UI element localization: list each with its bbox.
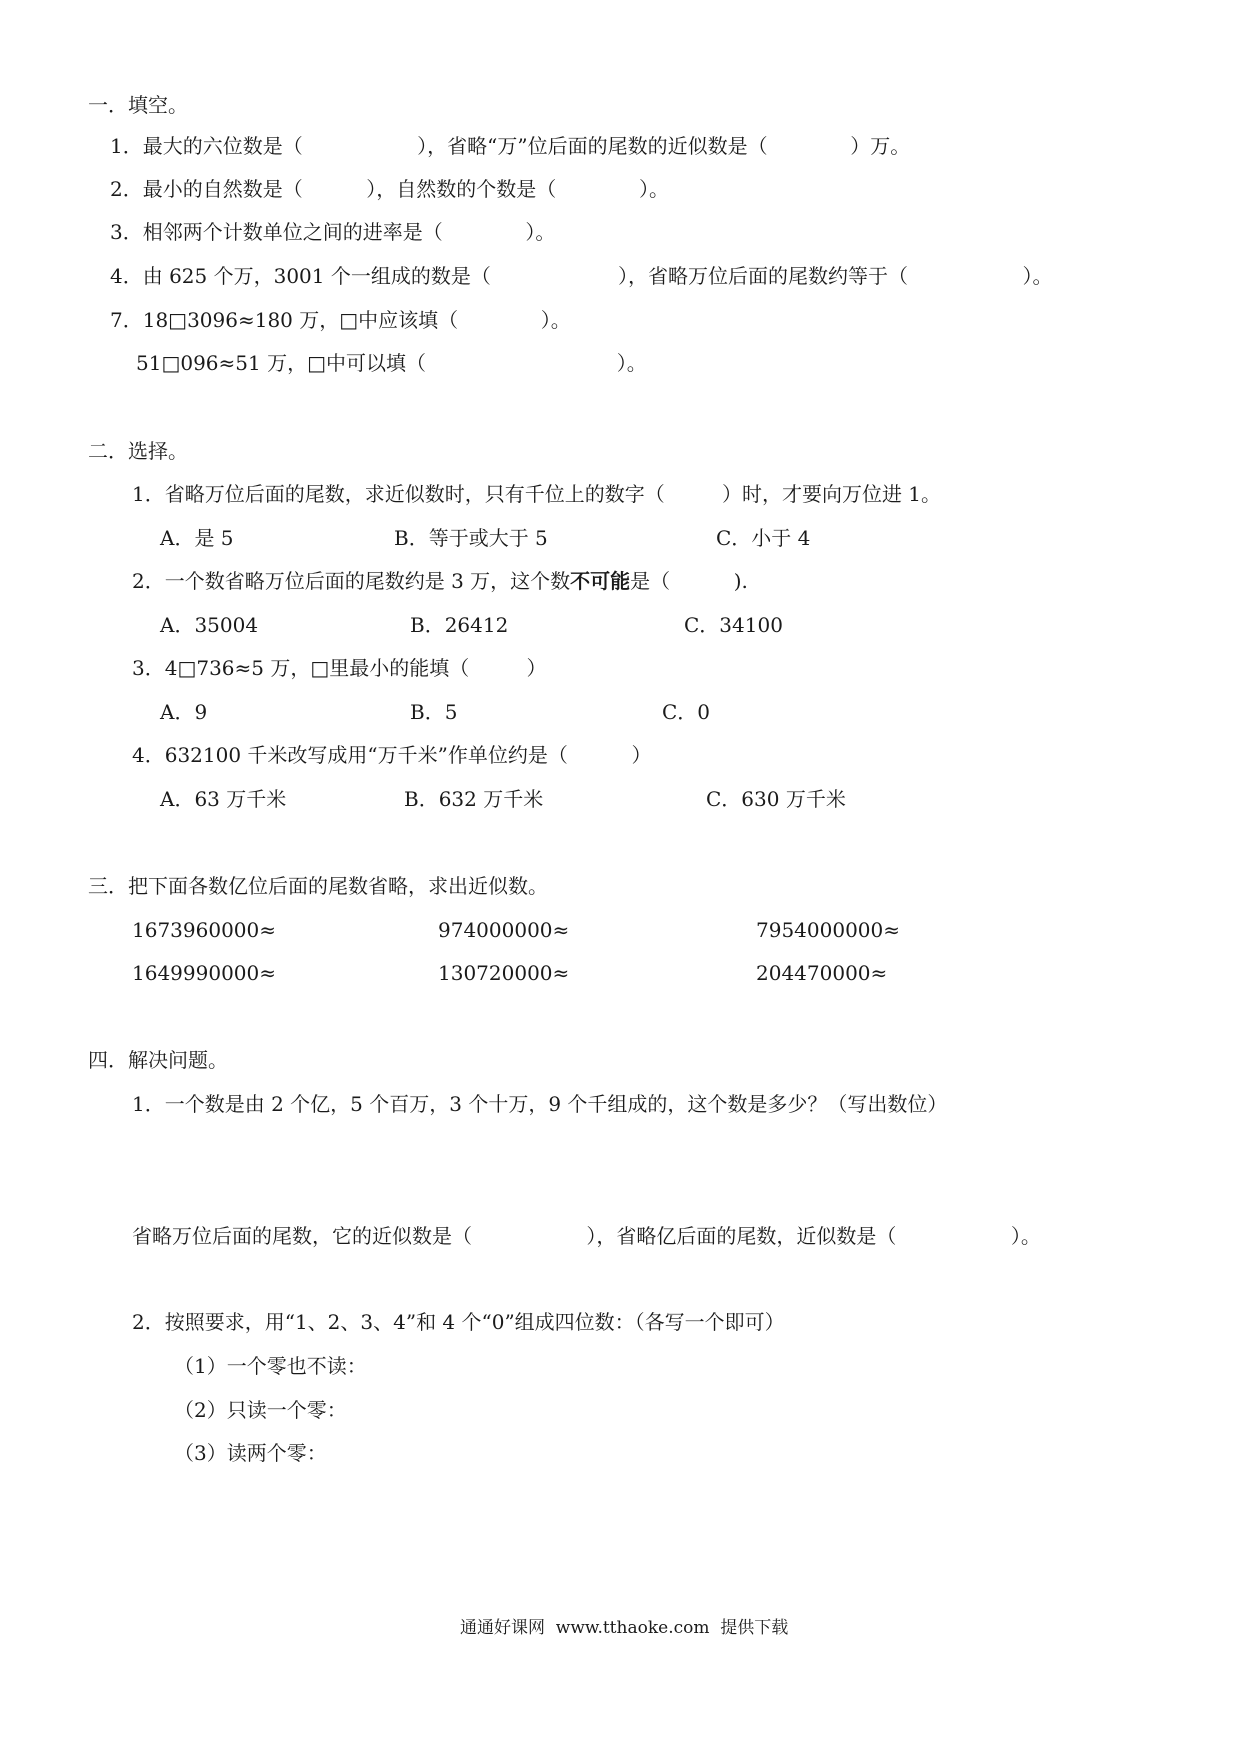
question-4-1-part-b: 省略万位后面的尾数，它的近似数是（ ），省略亿后面的尾数，近似数是（ ）。 bbox=[132, 1224, 1041, 1248]
question-2-3: 3．4□736≈5 万，□里最小的能填（ ） bbox=[132, 656, 547, 680]
option-2-3-c: C．0 bbox=[662, 700, 711, 724]
option-2-1-a: A．是 5 bbox=[160, 526, 234, 550]
question-1-7: 7．18□3096≈180 万，□中应该填（ ）。 bbox=[110, 308, 571, 332]
option-2-4-b: B．632 万千米 bbox=[404, 787, 544, 811]
question-4-2-1: （1）一个零也不读： bbox=[174, 1354, 367, 1378]
question-4-2-3: （3）读两个零： bbox=[174, 1441, 327, 1465]
option-2-2-b: B．26412 bbox=[410, 613, 509, 637]
section-3-title: 三．把下面各数亿位后面的尾数省略，求出近似数。 bbox=[88, 874, 548, 898]
question-1-1: 1．最大的六位数是（ ），省略“万”位后面的尾数的近似数是（ ）万。 bbox=[110, 134, 911, 158]
approx-item-4: 1649990000≈ bbox=[132, 961, 277, 985]
page-footer: 通通好课网 www.tthaoke.com 提供下载 bbox=[460, 1618, 789, 1638]
option-2-2-c: C．34100 bbox=[684, 613, 783, 637]
approx-item-5: 130720000≈ bbox=[438, 961, 570, 985]
option-2-2-a: A．35004 bbox=[160, 613, 259, 637]
section-1-title: 一．填空。 bbox=[88, 93, 188, 117]
option-2-1-c: C．小于 4 bbox=[716, 526, 811, 550]
option-2-1-b: B．等于或大于 5 bbox=[394, 526, 548, 550]
question-2-2 bbox=[132, 571, 748, 591]
question-1-3: 3．相邻两个计数单位之间的进率是（ ）。 bbox=[110, 220, 556, 244]
approx-item-2: 974000000≈ bbox=[438, 918, 570, 942]
question-4-2-2: （2）只读一个零： bbox=[174, 1398, 347, 1422]
question-1-4: 4．由 625 个万，3001 个一组成的数是（ ），省略万位后面的尾数约等于（ ）。 bbox=[110, 264, 1053, 288]
option-2-4-a: A．63 万千米 bbox=[160, 787, 287, 811]
question-4-2: 2．按照要求，用“1、2、3、4”和 4 个“0”组成四位数：（各写一个即可） bbox=[132, 1310, 785, 1334]
approx-item-6: 204470000≈ bbox=[756, 961, 888, 985]
question-2-2-pre: 2．一个数省略万位后面的尾数约是 3 万，这个数 bbox=[132, 569, 571, 593]
approx-item-3: 7954000000≈ bbox=[756, 918, 901, 942]
question-2-1: 1．省略万位后面的尾数，求近似数时，只有千位上的数字（ ）时，才要向万位进 1。 bbox=[132, 482, 942, 506]
option-2-4-c: C．630 万千米 bbox=[706, 787, 846, 811]
section-4-title: 四．解决问题。 bbox=[88, 1048, 228, 1072]
question-1-2: 2．最小的自然数是（ ），自然数的个数是（ ）。 bbox=[110, 177, 669, 201]
approx-item-1: 1673960000≈ bbox=[132, 918, 277, 942]
option-2-3-b: B．5 bbox=[410, 700, 458, 724]
option-2-3-a: A．9 bbox=[160, 700, 208, 724]
section-2-title: 二．选择。 bbox=[88, 439, 188, 463]
question-2-4: 4．632100 千米改写成用“万千米”作单位约是（ ） bbox=[132, 743, 652, 767]
question-2-2-post: 是（ ). bbox=[630, 569, 748, 593]
question-4-1: 1．一个数是由 2 个亿，5 个百万，3 个十万，9 个千组成的，这个数是多少？（写出数位） bbox=[132, 1092, 948, 1116]
question-1-7-part-b: 51□096≈51 万，□中可以填（ ）。 bbox=[136, 351, 647, 375]
question-2-2-emphasis: 不可能 bbox=[570, 569, 631, 593]
